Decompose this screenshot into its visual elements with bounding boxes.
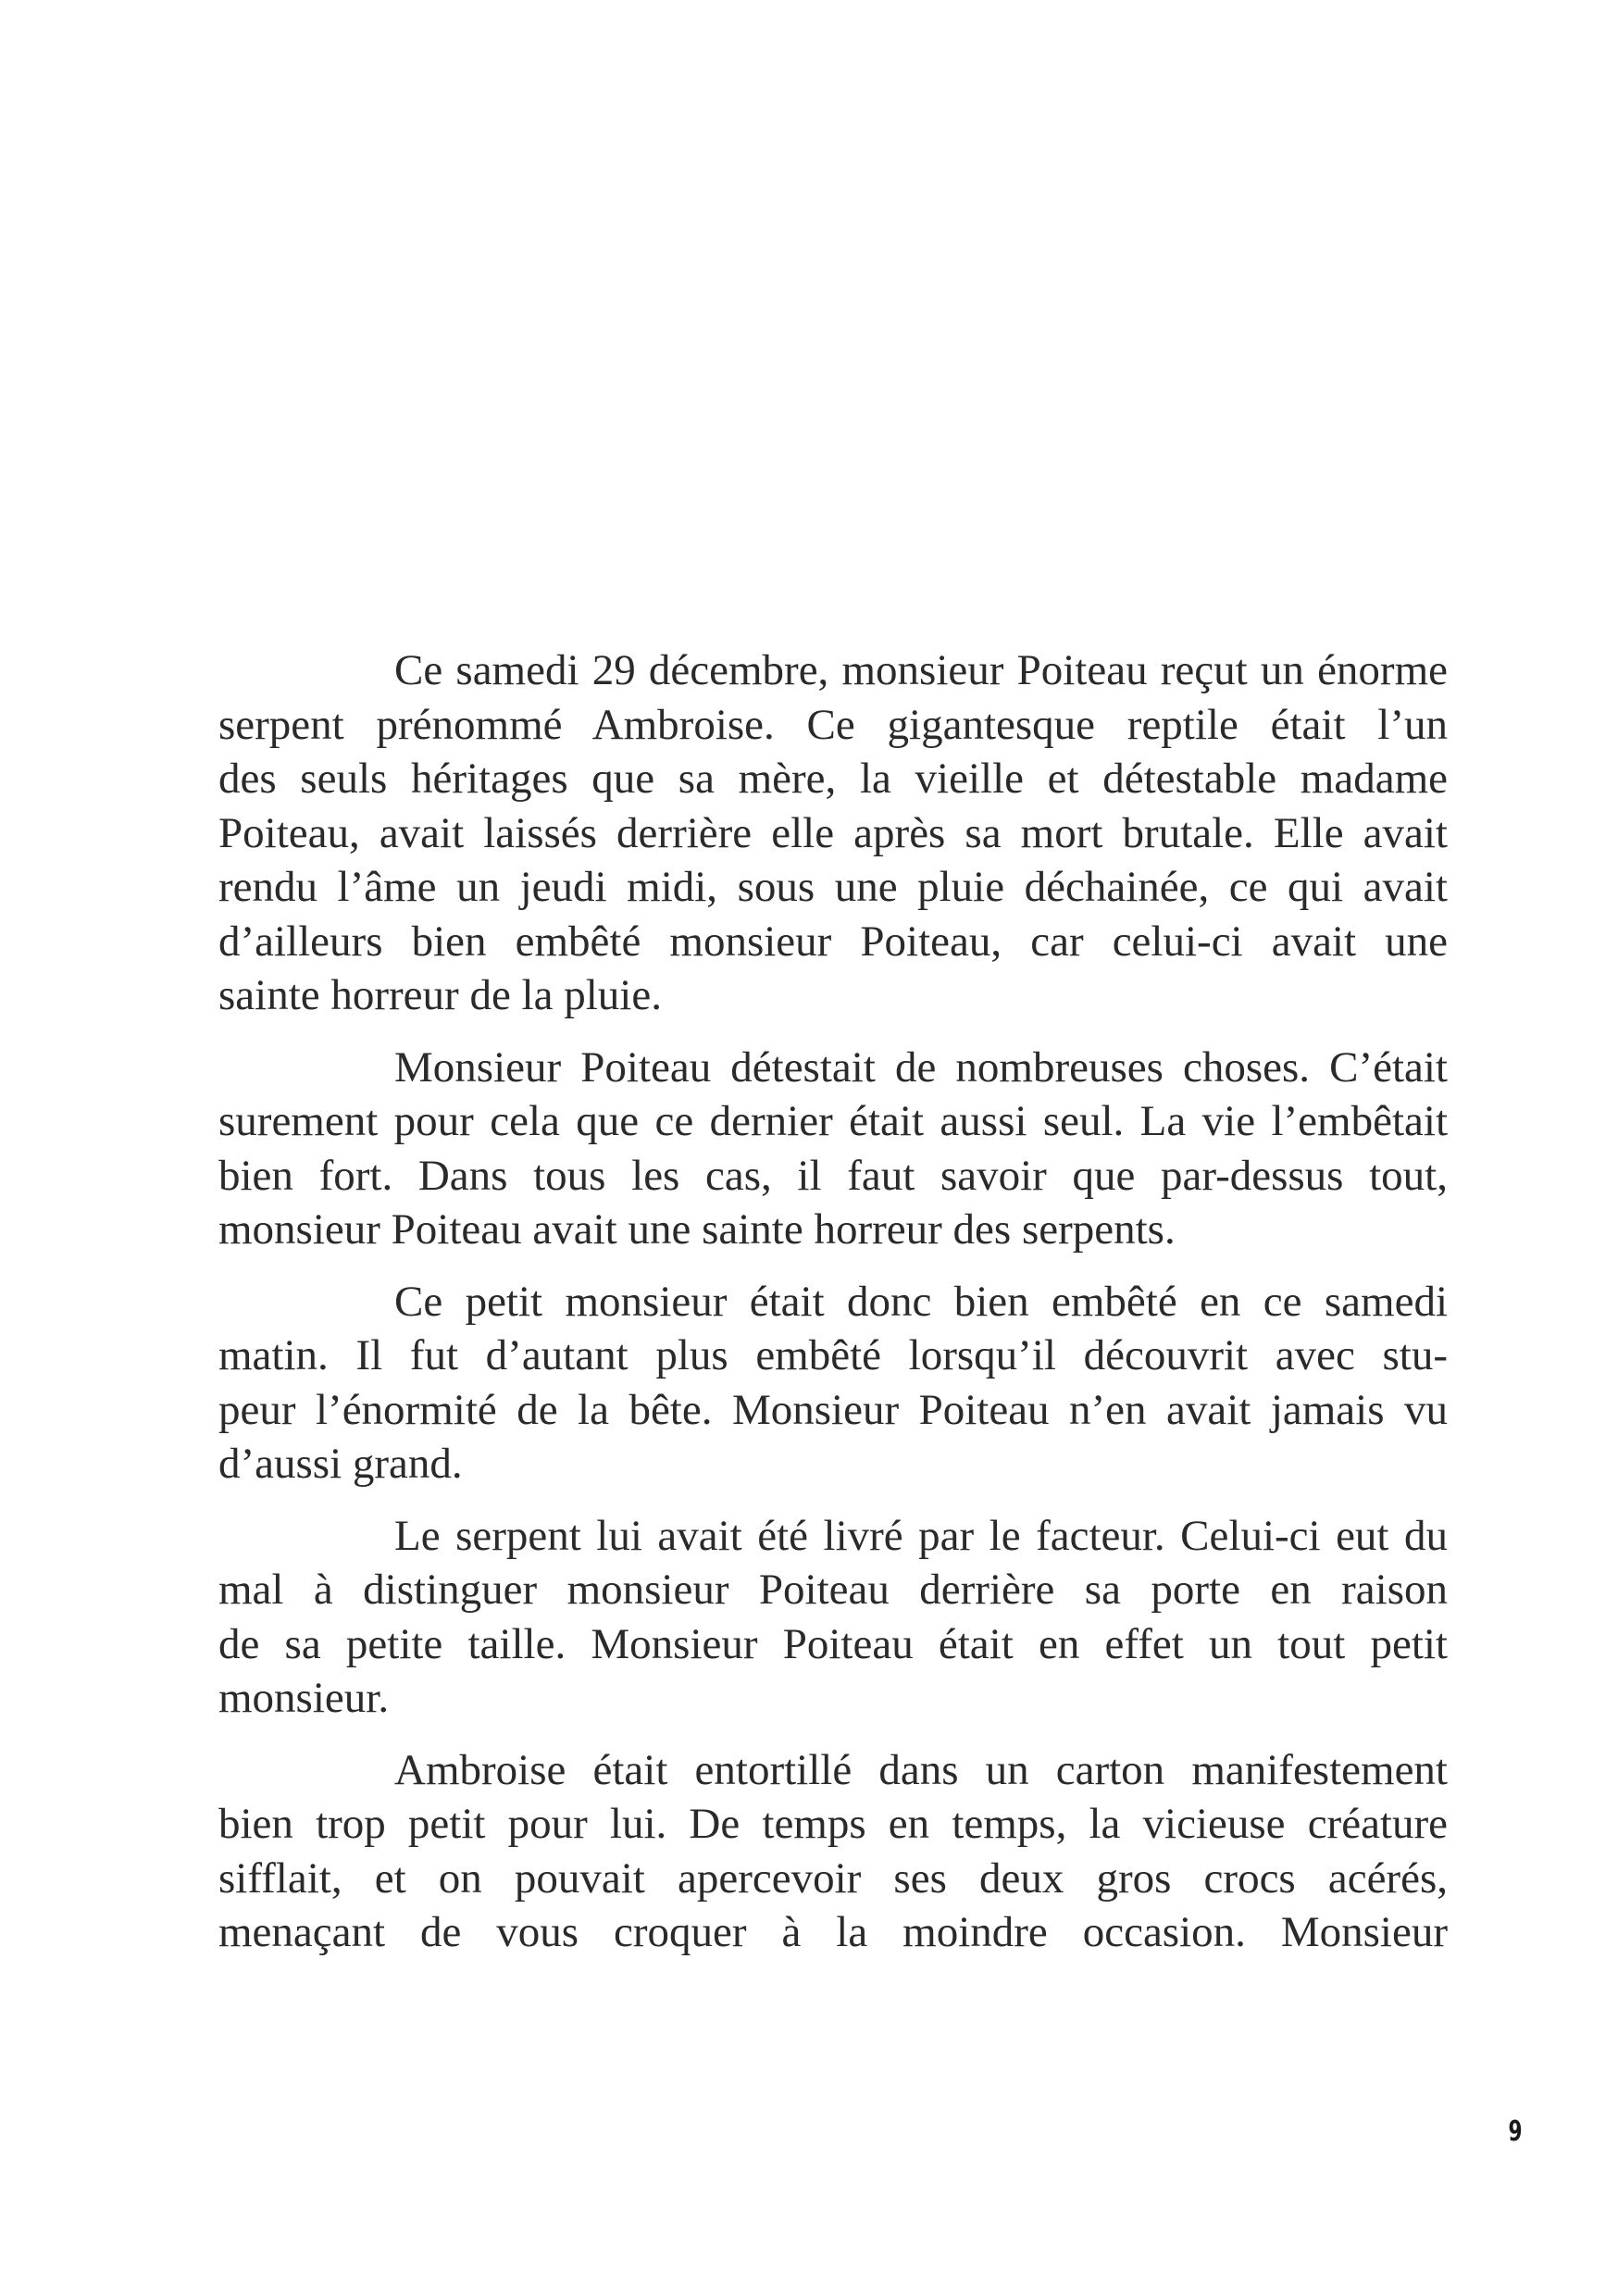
paragraph-2 xyxy=(218,1041,1448,1257)
text-line: Ce samedi 29 décembre, monsieur Poiteau reçut un énorme xyxy=(394,646,1448,694)
paragraph-1 xyxy=(218,643,1448,1023)
text-line: sainte horreur de la pluie. xyxy=(218,971,662,1019)
text-line: rendu l’âme un jeudi midi, sous une pluie déchainée, ce qui avait xyxy=(218,863,1448,911)
paragraph-4 xyxy=(218,1509,1448,1726)
paragraph-5 xyxy=(218,1743,1448,1960)
text-line: bien trop petit pour lui. De temps en temps, la vicieuse créature xyxy=(218,1800,1448,1848)
text-line: Ce petit monsieur était donc bien embêté en ce samedi xyxy=(394,1277,1448,1326)
body-text xyxy=(218,643,1448,1978)
text-line: sifflait, et on pouvait apercevoir ses deux gros crocs acérés, xyxy=(218,1853,1448,1903)
text-line: des seuls héritages que sa mère, la vieille et détestable madame xyxy=(218,755,1448,803)
text-line: monsieur. xyxy=(218,1674,390,1722)
text-line: bien fort. Dans tous les cas, il faut savoir que par-dessus tout, xyxy=(218,1151,1448,1200)
text-line: d’aussi grand. xyxy=(218,1440,463,1488)
text-line: serpent prénommé Ambroise. Ce gigantesque reptile était l’un xyxy=(218,700,1448,749)
text-line: Ambroise était entortillé dans un carton manifestement xyxy=(394,1745,1448,1794)
text-line: menaçant de vous croquer à la moindre occasion. Monsieur xyxy=(218,1908,1448,1956)
text-line: Poiteau, avait laissés derrière elle après sa mort brutale. Elle avait xyxy=(218,808,1448,857)
text-line: de sa petite taille. Monsieur Poiteau était en effet un tout petit xyxy=(218,1619,1448,1668)
text-line: mal à distinguer monsieur Poiteau derrière sa porte en raison xyxy=(218,1566,1448,1614)
text-line: Le serpent lui avait été livré par le facteur. Celui-ci eut du xyxy=(394,1511,1448,1560)
text-line: d’ailleurs bien embêté monsieur Poiteau, car celui-ci avait une xyxy=(218,917,1448,966)
text-line: matin. Il fut d’autant plus embêté lorsqu’il découvrit avec stu- xyxy=(218,1331,1448,1379)
text-line: monsieur Poiteau avait une sainte horreur des serpents. xyxy=(218,1205,1176,1254)
paragraph-3 xyxy=(218,1275,1448,1491)
text-line: peur l’énormité de la bête. Monsieur Poiteau n’en avait jamais vu xyxy=(218,1385,1448,1434)
text-line: surement pour cela que ce dernier était aussi seul. La vie l’embêtait xyxy=(218,1097,1448,1145)
text-line: Monsieur Poiteau détestait de nombreuses choses. C’était xyxy=(394,1042,1448,1092)
page-number: 9 xyxy=(1508,2115,1523,2148)
